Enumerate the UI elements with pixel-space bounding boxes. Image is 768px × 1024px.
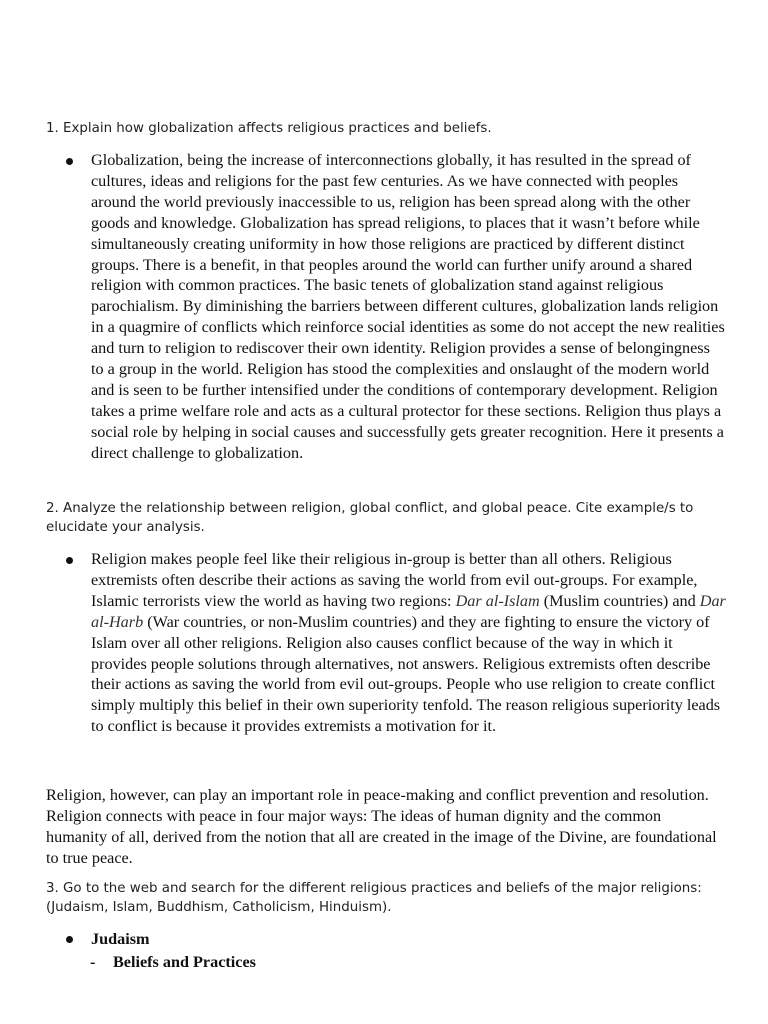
term-dar-al-harb: Dar al-Harb (91, 591, 726, 631)
answer-2-text-b: (Muslim countries) and (539, 591, 700, 610)
bullet-icon (66, 936, 73, 943)
answer-2-text-a: Religion makes people feel like their religious in-group is better than all others. Religious extremists often describe their actions as saving the world from evil out-groups. For example, Islamic terrorists view the world as having two regions: (91, 550, 698, 610)
answer-2-text-c: (War countries, or non-Muslim countries) and they are fighting to ensure the victory of Islam over all other religions. Religion also causes conflict because of the way in which it provides people solutions through alternatives, not answers. Religious extremists often describe their actions as saving the world from evil out-groups. People who use religion to create conflict simply multiply this belief in their own superiority tenfold. The reason religious superiority leads to conflict is because it provides extremists a motivation for it. (91, 612, 721, 736)
answer-2-paragraph: Religion, however, can play an important role in peace-making and conflict prevention and resolution. Religion connects with peace in four major ways: The ideas of human dignity and the common humanity of all, derived from the notion that all are created in the image of the Divine, are foundational to true peace. (46, 786, 717, 867)
list-item-judaism: Judaism (91, 930, 150, 948)
bullet-icon (66, 158, 73, 165)
term-dar-al-islam: Dar al-Islam (455, 591, 540, 610)
answer-1: Globalization, being the increase of interconnections globally, it has resulted in the spread of cultures, ideas and religions for the past few centuries. As we have connected with peoples around the world previously inaccessible to us, religion has been spread along with the other goods and knowledge. Globalization has spread religions, to places that it wasn’t before while simultaneously creating uniformity in how those religions are practiced by different distinct groups. There is a benefit, in that peoples around the world can further unify around a shared religion with common practices. The basic tenets of globalization stand against religious parochialism. By diminishing the barriers between different cultures, globalization lands religion in a quagmire of conflicts which reinforce social identities as some do not accept the new realities and turn to religion to rediscover their own identity. Religion provides a sense of belongingness to a group in the world. Religion has stood the complexities and onslaught of the modern world and is seen to be further intensified under the conditions of contemporary development. Religion takes a prime welfare role and acts as a cultural protector for these sections. Religion thus plays a social role by helping in social causes and successfully gets greater recognition. Here it presents a direct challenge to globalization. (91, 151, 725, 462)
question-2: 2. Analyze the relationship between religion, global conflict, and global peace. Cite example/s to elucidate your analysis. (46, 501, 694, 535)
dash-marker: - (90, 953, 96, 971)
question-3: 3. Go to the web and search for the different religious practices and beliefs of the major religions: (Judaism, Islam, Buddhism, Catholicism, Hinduism). (46, 881, 702, 915)
bullet-icon (66, 557, 73, 564)
sub-item-beliefs-practices: Beliefs and Practices (113, 953, 256, 971)
answer-2 (91, 549, 726, 737)
question-1: 1. Explain how globalization affects religious practices and beliefs. (46, 121, 492, 136)
